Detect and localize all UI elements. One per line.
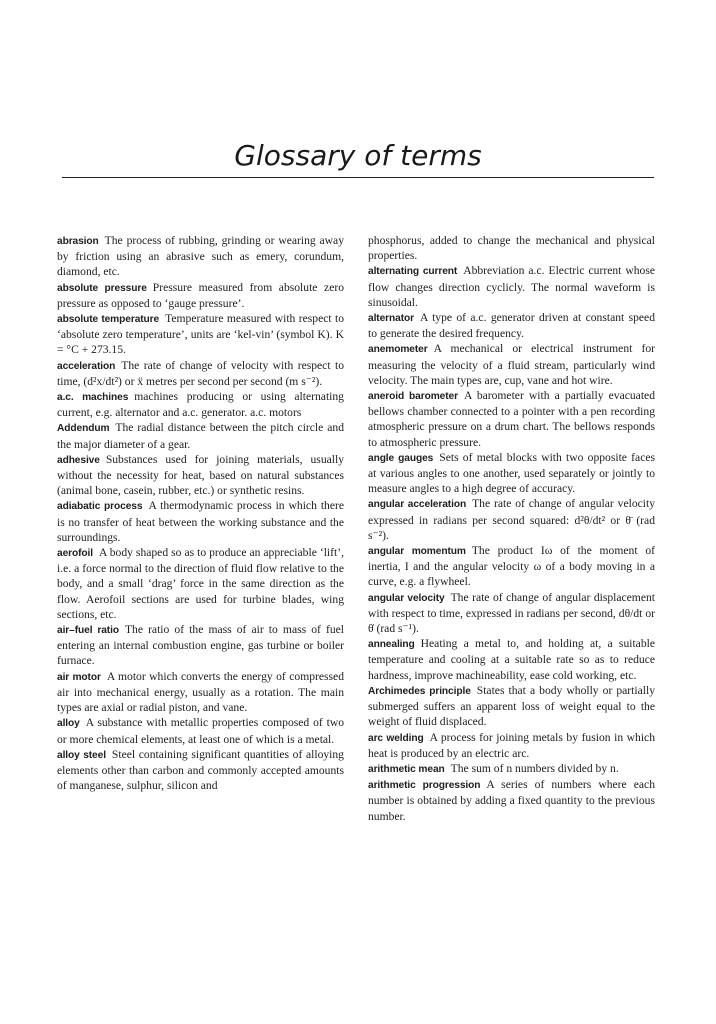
entry-term: adhesive — [57, 454, 100, 466]
entry-definition: The rate of change of angular displacement with respect to time, expressed in radians per second, dθ/dt or θ̇ (rad s⁻¹). — [368, 590, 655, 636]
entry-definition: The process of rubbing, grinding or wearing away by friction using an abrasive such as emery, corundum, diamond, etc. — [57, 234, 344, 279]
glossary-entry — [368, 543, 655, 590]
glossary-entry — [57, 715, 344, 746]
glossary-entry — [368, 263, 655, 310]
glossary-entry — [57, 669, 344, 716]
glossary-entry — [57, 545, 344, 622]
entry-definition: A thermodynamic process in which there is no transfer of heat between the working substance and the surroundings. — [57, 499, 345, 544]
entry-definition: Temperature measured with respect to ‘absolute zero temperature’, units are ‘kel-vin’ (symbol K). K = °C + 273.15. — [57, 312, 344, 357]
entry-definition: The sum of n numbers divided by n. — [450, 761, 619, 775]
entry-definition: The rate of change of angular velocity expressed in radians per second squared: d²θ/dt² or θ̈ (rad s⁻²). — [368, 497, 656, 542]
glossary-entry — [368, 777, 655, 824]
entry-term: angular acceleration — [368, 499, 467, 511]
glossary-entry — [368, 761, 655, 777]
entry-term: abrasion — [57, 236, 99, 247]
glossary-entry — [57, 498, 344, 545]
entry-term: annealing — [368, 639, 415, 651]
entry-definition: The product Iω of the moment of inertia, I and the angular velocity ω of a body moving in a curve, e.g. a flywheel. — [368, 544, 655, 589]
entry-term: alternating current — [368, 266, 458, 278]
entry-definition: Steel containing significant quantities of alloying elements other than carbon and commonly accepted amounts of manganese, sulphur, silicon and — [57, 747, 344, 793]
entry-term: angle gauges — [368, 452, 434, 464]
entry-definition: The rate of change of velocity with respect to time, (d²x/dt²) or ẍ metres per second per second (m s⁻²). — [57, 358, 344, 388]
entry-term: angular velocity — [368, 592, 445, 604]
glossary-entry — [57, 280, 344, 311]
glossary-entry — [57, 233, 344, 280]
entry-term: acceleration — [57, 360, 116, 372]
entry-term: aneroid barometer — [368, 391, 458, 403]
glossary-entry — [368, 590, 655, 637]
glossary-entry-continued — [368, 233, 655, 263]
entry-definition: Heating a metal to, and holding at, a suitable temperature and cooling at a suitable rate so as to reduce hardness, improve machineability, ease cold working, etc. — [368, 637, 655, 682]
glossary-entry — [57, 747, 344, 794]
entry-term: alternator — [368, 313, 414, 325]
glossary-entry — [57, 452, 344, 499]
glossary-entry — [57, 420, 344, 451]
right-column — [368, 233, 655, 824]
glossary-entry — [368, 388, 655, 450]
page-title: Glossary of terms — [234, 139, 482, 172]
entry-definition: The radial distance between the pitch circle and the major diameter of a gear. — [57, 421, 344, 451]
entry-definition: A type of a.c. generator driven at constant speed to generate the desired frequency. — [368, 311, 655, 341]
entry-definition: A mechanical or electrical instrument for measuring the velocity of a fluid stream, particularly wind velocity. The main types are, cup, vane and hot wire. — [368, 342, 655, 387]
entry-term: arithmetic progression — [368, 780, 481, 792]
entry-definition: machines producing or using alternating current, e.g. alternator and a.c. generator. a.c. motors — [57, 390, 344, 420]
glossary-entry — [57, 358, 344, 389]
entry-definition: A series of numbers where each number is obtained by adding a fixed quantity to the previous number. — [368, 778, 655, 823]
entry-definition: A motor which converts the energy of compressed air into mechanical energy, usually as a rotation. The main types are axial or radial piston, and vane. — [57, 669, 344, 715]
entry-definition: A process for joining metals by fusion in which heat is produced by an electric arc. — [368, 730, 655, 760]
entry-definition: Abbreviation a.c. Electric current whose flow changes direction cyclicly. The normal waveform is sinusoidal. — [368, 264, 655, 309]
glossary-entry — [57, 389, 344, 420]
glossary-entry — [368, 636, 655, 683]
entry-definition: States that a body wholly or partially submerged suffers an apparent loss of weight equal to the weight of fluid displaced. — [368, 683, 655, 729]
entry-definition: Sets of metal blocks with two opposite faces at various angles to one another, used separately or jointly to measure angles to a high degree of accuracy. — [368, 450, 655, 496]
entry-term: aerofoil — [57, 548, 93, 560]
glossary-entry — [368, 730, 655, 761]
left-column — [57, 233, 344, 793]
entry-term: Addendum — [57, 423, 110, 435]
entry-term: a.c. machines — [57, 392, 129, 404]
entry-term: angular momentum — [368, 546, 466, 558]
title-rule — [62, 177, 654, 178]
entry-term: air–fuel ratio — [57, 625, 119, 637]
entry-term: alloy — [57, 718, 80, 730]
glossary-entry — [368, 683, 655, 730]
glossary-entry — [368, 450, 655, 497]
glossary-entry — [368, 310, 655, 341]
glossary-entry — [57, 622, 344, 669]
entry-definition: A body shaped so as to produce an appreciable ‘lift’, i.e. a force normal to the direction of fluid flow relative to the body, and a small ‘drag’ force in the same direction as the flow. Aerofoil sections are used for turbine blades, wing sections, etc. — [57, 546, 344, 621]
glossary-entry — [368, 496, 655, 543]
entry-term: alloy steel — [57, 749, 106, 761]
entry-definition: phosphorus, added to change the mechanical and physical properties. — [368, 234, 655, 263]
entry-term: absolute temperature — [57, 314, 160, 326]
entry-term: arc welding — [368, 732, 424, 744]
entry-definition: The ratio of the mass of air to mass of fuel entering an internal combustion engine, gas turbine or boiler furnace. — [57, 623, 344, 668]
entry-definition: A substance with metallic properties composed of two or more chemical elements, at least one of which is a metal. — [57, 716, 344, 746]
entry-term: air motor — [57, 671, 101, 683]
entry-term: absolute pressure — [57, 282, 147, 294]
entry-definition: Pressure measured from absolute zero pressure as opposed to ‘gauge pressure’. — [57, 280, 344, 310]
glossary-entry — [368, 341, 655, 388]
entry-term: arithmetic mean — [368, 763, 445, 775]
entry-term: Archimedes principle — [368, 685, 471, 697]
entry-term: anemometer — [368, 344, 428, 356]
entry-definition: A barometer with a partially evacuated bellows chamber connected to a pointer with a pen recording atmospheric pressure on a drum chart. The bellows responds to atmospheric pressure. — [368, 389, 655, 449]
entry-term: adiabatic process — [57, 501, 143, 513]
glossary-entry — [57, 311, 344, 358]
entry-definition: Substances used for joining materials, usually without the necessity for heat, based on natural substances (animal bone, casein, rubber, etc.) or synthetic resins. — [57, 452, 344, 498]
